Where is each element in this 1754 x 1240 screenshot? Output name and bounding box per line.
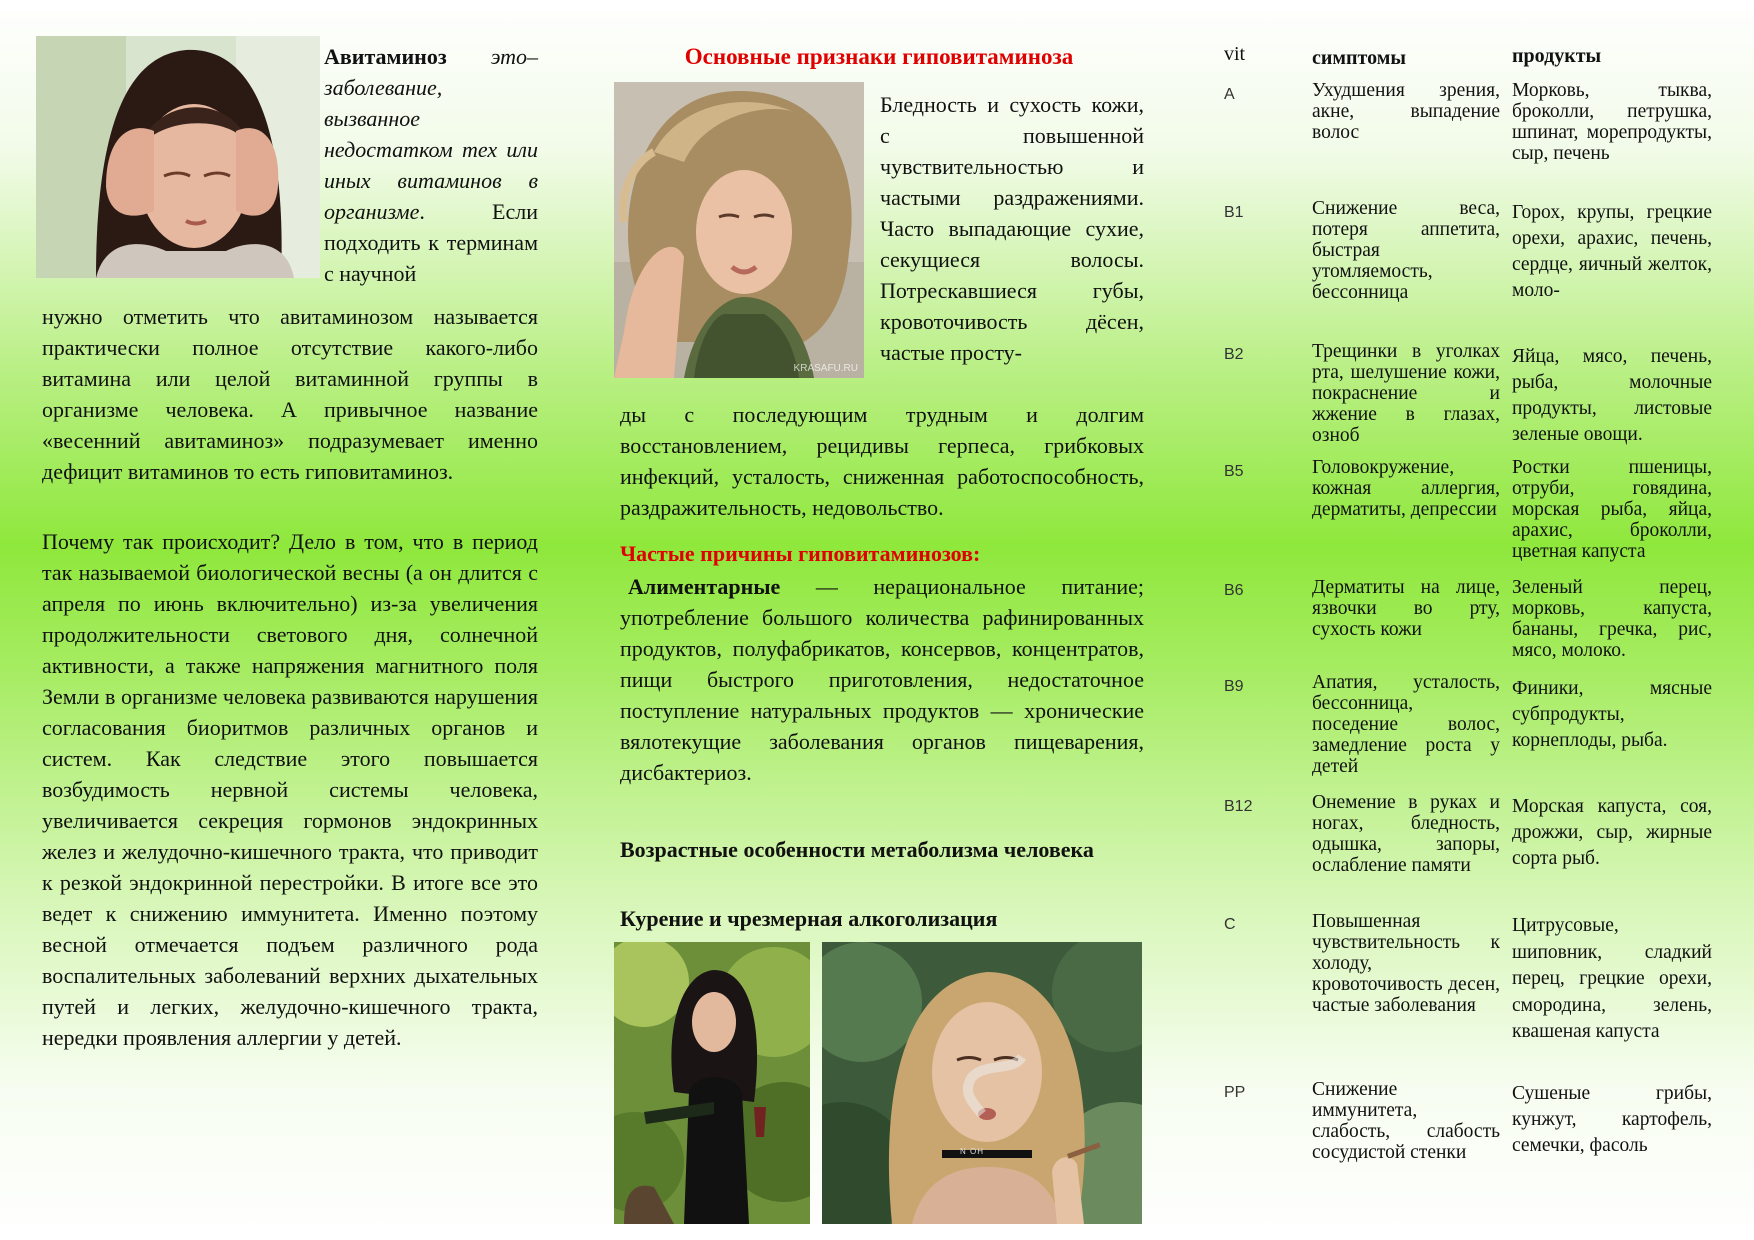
signs-text-part2: ды с последующим трудным и долгим восстановлением, рецидивы герпеса, грибковых инфекций, усталость, сниженная работоспособность, раздражительность, недовольство. [620, 402, 1144, 520]
alimentary-term: Алиментарные [628, 574, 781, 599]
smoking-alcohol: Курение и чрезмерная алкоголизация [620, 906, 998, 931]
definition: это заболевание, вызванное недостатком тех или иных витаминов в организме [324, 44, 538, 224]
smoking-woman-photo [822, 942, 1142, 1224]
products-b12: Морская капуста, соя, дрожжи, сыр, жирные сорта рыб. [1512, 796, 1712, 869]
symptoms-b1: Снижение веса, потеря аппетита, быстрая утомляемость, бессонница [1312, 198, 1500, 303]
vit-c: C [1224, 916, 1236, 933]
products-b2: Яйца, мясо, печень, рыба, молочные продукты, листовые зеленые овощи. [1512, 346, 1712, 445]
vit-a: A [1224, 86, 1235, 103]
symptoms-b6: Дерматиты на лице, язвочки во рту, сухость кожи [1312, 577, 1500, 640]
products-pp: Сушеные грибы, кунжут, картофель, семечки, фасоль [1512, 1083, 1712, 1156]
lead-tail: . Если подходить к терминам с научной [324, 199, 538, 286]
symptoms-pp: Снижение иммунитета, слабость, слабость сосудистой стенки [1312, 1079, 1500, 1163]
necklace-text: N OH [960, 1147, 984, 1156]
vit-pp: PP [1224, 1084, 1246, 1101]
products-b6: Зеленый перец, морковь, капуста, бананы, гречка, рис, мясо, молоко. [1512, 577, 1712, 661]
symptoms-a: Ухудшения зрения, акне, выпадение волос [1312, 80, 1500, 143]
term-avitaminosis: Авитаминоз [324, 44, 447, 69]
header-vit: vit [1224, 43, 1246, 65]
age-features: Возрастные особенности метаболизма человека [620, 837, 1094, 862]
photo-watermark: KRASAFU.RU [793, 363, 858, 374]
causes-heading: Частые причины гиповитаминозов: [620, 541, 981, 566]
symptoms-c: Повышенная чувствительность к холоду, кровоточивость десен, частые заболевания [1312, 911, 1500, 1016]
dry-hair-woman-photo [614, 82, 864, 378]
avitaminosis-lead [324, 41, 538, 289]
vit-b5: B5 [1224, 463, 1244, 480]
vit-b1: B1 [1224, 204, 1244, 221]
vit-b12: B12 [1224, 798, 1253, 815]
paragraph-deficiency: нужно отметить что авитаминозом называется практически полное отсутствие какого-либо витамина или целой витаминной группы в организме человека. А привычное название «весенний авитаминоз» подразумевает именно дефицит витаминов то есть гиповитаминоз. [42, 304, 538, 484]
products-a: Морковь, тыква, броколли, петрушка, шпинат, морепродукты, сыр, печень [1512, 80, 1712, 164]
wine-woman-photo [614, 942, 810, 1224]
symptoms-b2: Трещинки в уголках рта, шелушение кожи, покраснение и жжение в глазах, озноб [1312, 341, 1500, 446]
vit-b6: B6 [1224, 582, 1244, 599]
alimentary-paragraph [620, 571, 1144, 788]
products-b1: Горох, крупы, грецкие орехи, арахис, печень, сердце, яичный желток, моло- [1512, 202, 1712, 301]
products-b5: Ростки пшеницы, отруби, говядина, морская рыба, яйца, арахис, броколли, цветная капуста [1512, 457, 1712, 562]
signs-heading: Основные признаки гиповитаминоза [684, 44, 1074, 69]
header-products: продукты [1512, 45, 1602, 67]
header-symptoms: симптомы [1312, 47, 1406, 69]
symptoms-b5: Головокружение, кожная аллергия, дерматиты, депрессии [1312, 457, 1500, 520]
products-c: Цитрусовые, шиповник, сладкий перец, грецкие орехи, смородина, зелень, квашеная капуста [1512, 915, 1712, 1042]
term-dash: – [527, 44, 538, 69]
headache-woman-photo [36, 36, 320, 278]
products-b9: Финики, мясные субпродукты, корнеплоды, рыба. [1512, 678, 1712, 751]
symptoms-b12: Онемение в руках и ногах, бледность, одышка, запоры, ослабление памяти [1312, 792, 1500, 876]
alimentary-text: — нерациональное питание; употребление большого количества рафинированных продуктов, полуфабрикатов, консервов, концентратов, пищи быстрого приготовления, недостаточное поступление натуральных продуктов — хронические вялотекущие заболевания органов пищеварения, дисбактериоз. [620, 574, 1144, 785]
vit-b9: B9 [1224, 678, 1244, 695]
vit-b2: B2 [1224, 346, 1244, 363]
symptoms-b9: Апатия, усталость, бессонница, поседение волос, замедление роста у детей [1312, 672, 1500, 777]
paragraph-spring: Почему так происходит? Дело в том, что в период так называемой биологической весны (а он длится с апреля по июнь включительно) из-за увеличения продолжительности светового дня, солнечной активности, а также напряжения магнитного поля Земли в организме человека развиваются нарушения согласования биоритмов различных органов и систем. Как следствие этого повышается возбудимость нервной системы человека, увеличивается секреция гормонов эндокринных желез и желудочно-кишечного тракта, что приводит к резкой эндокринной перестройки. В итоге все это ведет к снижению иммунитета. Именно поэтому весной отмечается подъем различного рода воспалительных заболеваний верхних дыхательных путей и легких, желудочно-кишечного тракта, нередки проявления аллергии у детей. [42, 529, 538, 1050]
signs-text-part1: Бледность и сухость кожи, с повышенной чувствительностью и частыми раздражениями. Часто выпадающие сухие, секущиеся волосы. Потрескавшиеся губы, кровоточивость дёсен, частые просту- [880, 92, 1144, 365]
